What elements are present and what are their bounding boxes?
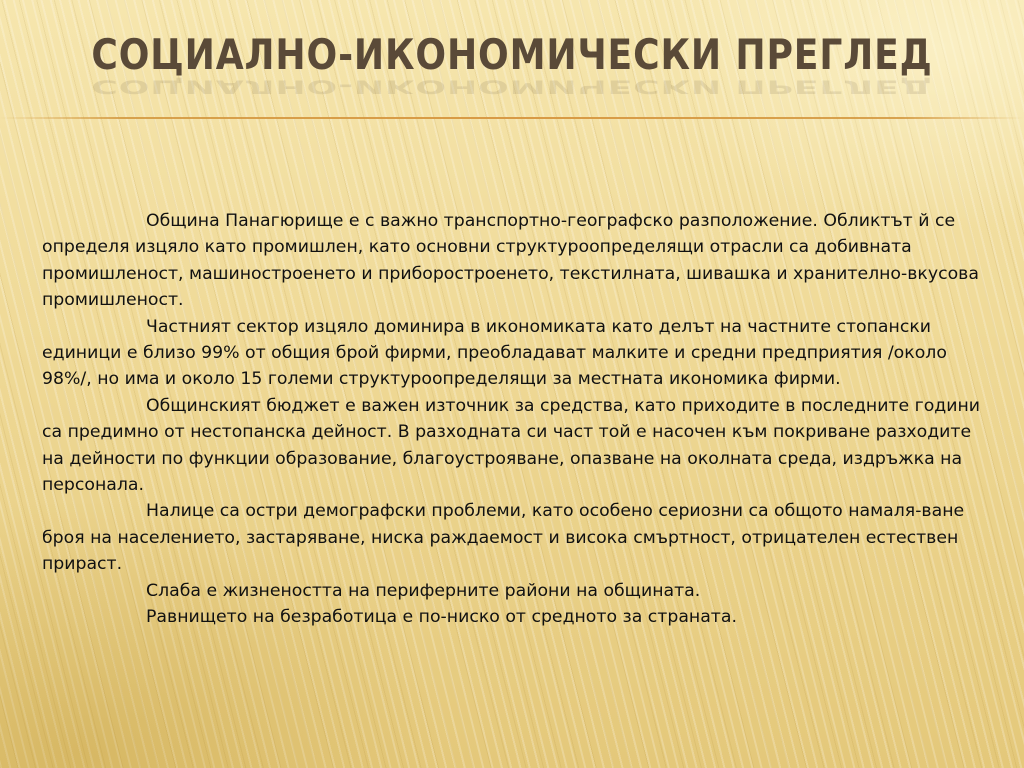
paragraph-location: Община Панагюрище е с важно транспортно-географско разположение. Обликтът й се определя изцяло като промишлен, като основни структуроопределящи отрасли са добивната промишленост, машиностроенето и приборостроенето, текстилната, шивашка и хранително-вкусова промишленост. [42, 211, 979, 311]
slide-title: СОЦИАЛНО-ИКОНОМИЧЕСКИ ПРЕГЛЕД [91, 30, 933, 79]
paragraph-private-sector: Частният сектор изцяло доминира в икономиката като делът на частните стопански единици е близо 99% от общия брой фирми, преобладават малките и средни предприятия /около 98%/, но има и около 15 големи структуроопределящи за местната икономика фирми. [42, 316, 947, 390]
paragraph-municipal-budget: Общинският бюджет е важен източник за средства, като приходите в последните години са предимно от нестопанска дейност. В разходната си част той е насочен към покриване разходите на дейности по функции образование, благоустрояване, опазване на околната среда, издръжка на персонала. [42, 395, 980, 496]
slide-body [42, 208, 992, 631]
slide-title-reflection: СОЦИАЛНО-ИКОНОМИЧЕСКИ ПРЕГЛЕД [91, 75, 933, 98]
paragraph-demographics: Налице са остри демографски проблеми, като особено сериозни са общото намаля-ване броя на населението, застаряване, ниска раждаемост и висока смъртност, отрицателен естествен прираст. [42, 501, 965, 575]
paragraph-periphery: Слаба е жизнеността на периферните райони на общината. [146, 580, 701, 601]
title-divider [0, 117, 1024, 119]
paragraph-unemployment: Равнището на безработица е по-ниско от средното за страната. [146, 607, 737, 628]
